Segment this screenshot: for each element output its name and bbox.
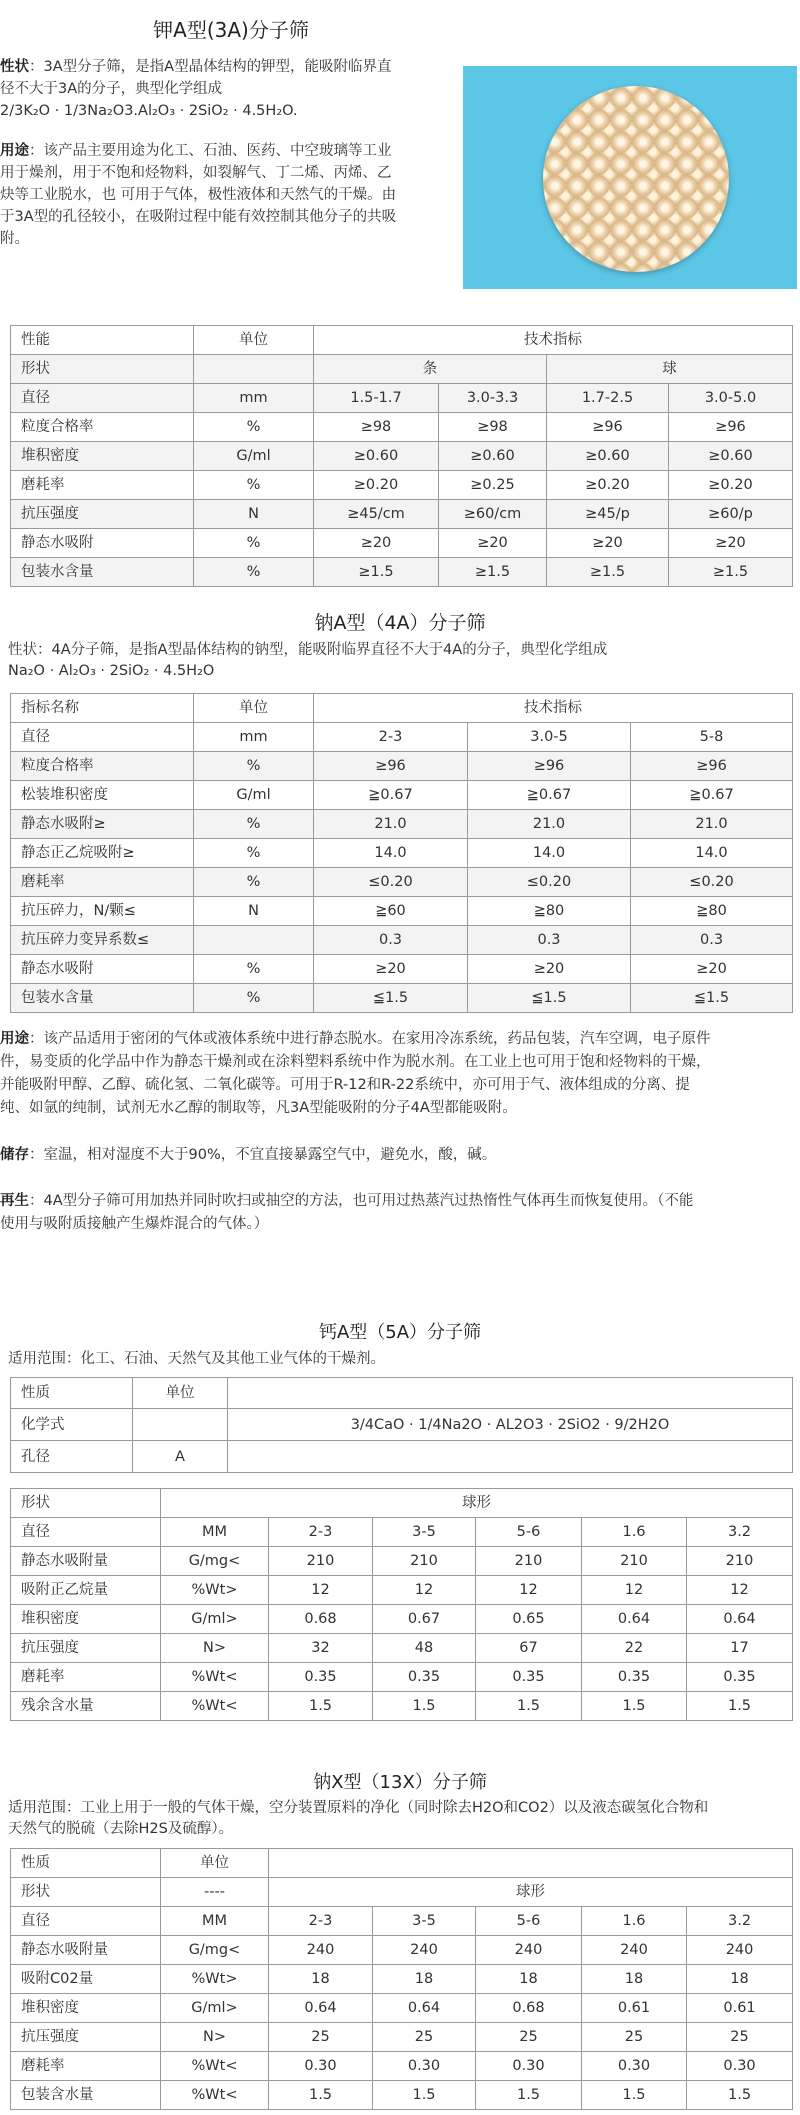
- table-cell: 0.35: [687, 1663, 793, 1692]
- scope-5a: 适用范围：化工、石油、天然气及其他工业气体的干燥剂。: [8, 1351, 385, 1367]
- table-cell: 25: [373, 2023, 476, 2052]
- table-cell: 1.5: [373, 2081, 476, 2110]
- table-cell: ≥98: [439, 413, 547, 442]
- table-cell: 直径: [11, 723, 194, 752]
- table-cell: ≥96: [468, 752, 631, 781]
- table-cell: 1.5: [269, 2081, 373, 2110]
- table-cell: ≥96: [631, 752, 793, 781]
- table-row: 孔径 A: [11, 1441, 793, 1473]
- table-row: [11, 1994, 793, 2023]
- table-cell: 14.0: [631, 839, 793, 868]
- table-row: [11, 868, 793, 897]
- table-cell: 1.5: [582, 2081, 687, 2110]
- table-cell: 磨耗率: [11, 2052, 161, 2081]
- table-cell: 静态水吸附: [11, 955, 194, 984]
- table-cell: 210: [687, 1547, 793, 1576]
- props-4a: 性状：4A分子筛，是指A型晶体结构的钠型，能吸附临界直径不大于4A的分子，典型化学组成 Na₂O · Al₂O₃ · 2SiO₂ · 4.5H₂O: [8, 642, 608, 679]
- table-cell: %: [194, 558, 314, 587]
- table-cell: 240: [476, 1936, 582, 1965]
- table-cell: 抗压碎力，N/颗≤: [11, 897, 194, 926]
- table-cell: G/ml: [194, 781, 314, 810]
- product-photo: [463, 66, 797, 289]
- table-cell: 18: [373, 1965, 476, 1994]
- table-cell: ≤0.20: [468, 868, 631, 897]
- table-cell: 3.2: [687, 1518, 793, 1547]
- table-cell: 1.5: [373, 1692, 476, 1721]
- table-cell: 0.67: [373, 1605, 476, 1634]
- table-cell: 0.64: [582, 1605, 687, 1634]
- table-cell: 0.3: [631, 926, 793, 955]
- table-cell: 抗压碎力变异系数≤: [11, 926, 194, 955]
- table-13x: [10, 1848, 793, 2110]
- table-cell: 1.7-2.5: [547, 384, 669, 413]
- table-cell: 0.30: [687, 2052, 793, 2081]
- table-cell: 12: [582, 1576, 687, 1605]
- table-row: [11, 752, 793, 781]
- table-row: [11, 810, 793, 839]
- table-row: [11, 1965, 793, 1994]
- table-cell: %: [194, 529, 314, 558]
- table-cell: ≥20: [631, 955, 793, 984]
- table-cell: 210: [373, 1547, 476, 1576]
- table-cell: 静态正乙烷吸附≥: [11, 839, 194, 868]
- table-cell: ≥1.5: [669, 558, 793, 587]
- table-13x-body: [11, 1907, 793, 2110]
- table-cell: %: [194, 955, 314, 984]
- table-cell: 0.64: [687, 1605, 793, 1634]
- table-cell: G/mg<: [161, 1547, 269, 1576]
- table-header: 性能 单位 技术指标: [11, 326, 793, 355]
- table-cell: 直径: [11, 384, 194, 413]
- table-row: 化学式 3/4CaO · 1/4Na2O · AL2O3 · 2SiO2 · 9/2H2O: [11, 1409, 793, 1441]
- table-cell: ≥0.60: [547, 442, 669, 471]
- table-cell: %Wt<: [161, 2081, 269, 2110]
- table-cell: %: [194, 471, 314, 500]
- table-5a-body: [11, 1518, 793, 1721]
- table-header: 性质 单位: [11, 1849, 793, 1878]
- table-cell: 25: [476, 2023, 582, 2052]
- table-cell: N>: [161, 1634, 269, 1663]
- table-cell: ≦1.5: [314, 984, 468, 1013]
- table-cell: 直径: [11, 1518, 161, 1547]
- table-cell: 堆积密度: [11, 442, 194, 471]
- table-4a-body: [11, 723, 793, 1013]
- table-cell: 25: [269, 2023, 373, 2052]
- table-cell: N: [194, 500, 314, 529]
- table-cell: 240: [687, 1936, 793, 1965]
- table-cell: 2-3: [314, 723, 468, 752]
- table-subheader: 形状 条 球: [11, 355, 793, 384]
- table-cell: ≥45/p: [547, 500, 669, 529]
- table-cell: ≥60/cm: [439, 500, 547, 529]
- table-3a: [10, 325, 793, 587]
- table-row: [11, 558, 793, 587]
- table-cell: 1.6: [582, 1518, 687, 1547]
- table-cell: 5-8: [631, 723, 793, 752]
- table-row: [11, 529, 793, 558]
- table-cell: %: [194, 752, 314, 781]
- scope-13x: 适用范围：工业上用于一般的气体干燥，空分装置原料的净化（同时除去H2O和CO2）以及液态碳氢化合物和 天然气的脱硫（去除H2S及硫醇）。: [8, 1800, 709, 1837]
- title-4a: 钠A型（4A）分子筛: [314, 612, 486, 634]
- table-cell: %: [194, 868, 314, 897]
- table-cell: 1.6: [582, 1907, 687, 1936]
- title-13x: 钠X型（13X）分子筛: [313, 1772, 487, 1793]
- table-row: [11, 500, 793, 529]
- table-cell: 0.3: [314, 926, 468, 955]
- table-header: 性质 单位: [11, 1378, 793, 1409]
- table-cell: 静态水吸附: [11, 529, 194, 558]
- title-3a: 钾A型(3A)分子筛: [153, 18, 309, 42]
- table-cell: 松装堆积密度: [11, 781, 194, 810]
- table-cell: ≧0.67: [314, 781, 468, 810]
- table-cell: 3-5: [373, 1907, 476, 1936]
- table-cell: ≧60: [314, 897, 468, 926]
- table-cell: 67: [476, 1634, 582, 1663]
- table-cell: 210: [476, 1547, 582, 1576]
- table-cell: MM: [161, 1518, 269, 1547]
- table-cell: 静态水吸附≥: [11, 810, 194, 839]
- table-cell: %Wt<: [161, 2052, 269, 2081]
- table-cell: 3.0-5.0: [669, 384, 793, 413]
- table-cell: 21.0: [631, 810, 793, 839]
- table-cell: ≤0.20: [314, 868, 468, 897]
- table-cell: 1.5: [269, 1692, 373, 1721]
- table-row: [11, 413, 793, 442]
- usage-3a: 用途：该产品主要用途为化工、石油、医药、中空玻璃等工业 用于燥剂，用于不饱和烃物料，如裂解气、丁二烯、丙烯、乙 炔等工业脱水，也 可用于气体，极性液体和天然气的干燥。由 于3A型的孔径较小，在吸附过程中能有效控制其他分子的共吸 附。: [0, 143, 397, 247]
- table-cell: 1.5: [687, 2081, 793, 2110]
- table-row: [11, 384, 793, 413]
- desc-3a: [0, 56, 460, 250]
- table-cell: 0.35: [476, 1663, 582, 1692]
- table-5a-top: [10, 1377, 793, 1473]
- table-cell: ≥0.60: [439, 442, 547, 471]
- table-4a: [10, 693, 793, 1013]
- table-cell: 48: [373, 1634, 476, 1663]
- table-cell: 0.30: [269, 2052, 373, 2081]
- table-cell: 32: [269, 1634, 373, 1663]
- table-row: [11, 2052, 793, 2081]
- table-cell: ≥1.5: [439, 558, 547, 587]
- table-cell: [194, 926, 314, 955]
- usage-label: 用途: [0, 143, 29, 159]
- regen-4a: 再生：4A型分子筛可用加热并同时吹扫或抽空的方法，也可用过热蒸汽过热惰性气体再生而恢复使用。（不能 使用与吸附质接触产生爆炸混合的气体。）: [0, 1193, 694, 1232]
- table-cell: 1.5: [476, 1692, 582, 1721]
- table-cell: ≥60/p: [669, 500, 793, 529]
- storage-4a: 储存：室温，相对湿度不大于90%，不宜直接暴露空气中，避免水，酸，碱。: [0, 1147, 497, 1163]
- table-cell: 0.35: [373, 1663, 476, 1692]
- table-cell: %Wt>: [161, 1965, 269, 1994]
- table-cell: %: [194, 810, 314, 839]
- table-row: [11, 2023, 793, 2052]
- table-cell: MM: [161, 1907, 269, 1936]
- table-cell: ≥0.60: [669, 442, 793, 471]
- table-cell: 抗压强度: [11, 2023, 161, 2052]
- table-row: [11, 723, 793, 752]
- table-row: [11, 1576, 793, 1605]
- table-row: [11, 1547, 793, 1576]
- table-cell: 1.5: [476, 2081, 582, 2110]
- table-cell: ≧80: [468, 897, 631, 926]
- table-cell: 直径: [11, 1907, 161, 1936]
- table-row: [11, 442, 793, 471]
- table-header: 形状 球形: [11, 1489, 793, 1518]
- table-cell: ≤0.20: [631, 868, 793, 897]
- table-cell: 磨耗率: [11, 1663, 161, 1692]
- table-row: [11, 1634, 793, 1663]
- table-cell: ≥0.20: [314, 471, 439, 500]
- table-cell: 0.35: [582, 1663, 687, 1692]
- table-cell: %Wt<: [161, 1663, 269, 1692]
- table-cell: 堆积密度: [11, 1994, 161, 2023]
- table-cell: 0.65: [476, 1605, 582, 1634]
- table-cell: 0.3: [468, 926, 631, 955]
- table-cell: 抗压强度: [11, 1634, 161, 1663]
- table-cell: ≥98: [314, 413, 439, 442]
- table-cell: 25: [687, 2023, 793, 2052]
- table-row: [11, 926, 793, 955]
- table-cell: 2-3: [269, 1518, 373, 1547]
- table-header: 指标名称 单位 技术指标: [11, 694, 793, 723]
- usage-4a: 用途：该产品适用于密闭的气体或液体系统中进行静态脱水。在家用冷冻系统，药品包装，汽车空调，电子原件 件，易变质的化学品中作为静态干燥剂或在涂料塑料系统中作为脱水剂。在工业上也可用于饱和烃物料的干燥， 并能吸附甲醇、乙醇、硫化氢、二氧化碳等。可用于R-12和R-22系统中，亦可用于气、液体组成的分离、提 纯、如氩的纯制，试剂无水乙醇的制取等，凡3A型能吸附的分子4A型都能吸附。 储存：室温，相对湿度不大于90%，不宜直接暴露空气中，避免水，酸，碱。 再生：4A型分子筛可用加热并同时吹扫或抽空的方法，也可用过热蒸汽过热惰性气体再生而恢复使用。（不能 使用与吸附质接触产生爆炸混合的气体。）: [0, 1028, 800, 1236]
- table-cell: 0.30: [373, 2052, 476, 2081]
- table-cell: ≥0.20: [547, 471, 669, 500]
- table-cell: ≥20: [468, 955, 631, 984]
- table-cell: 22: [582, 1634, 687, 1663]
- table-cell: ≥96: [314, 752, 468, 781]
- table-cell: 包装水含量: [11, 558, 194, 587]
- table-cell: 12: [373, 1576, 476, 1605]
- table-cell: ≧0.67: [631, 781, 793, 810]
- table-cell: 粒度合格率: [11, 413, 194, 442]
- table-cell: 吸附正乙烷量: [11, 1576, 161, 1605]
- table-cell: ≥1.5: [547, 558, 669, 587]
- table-row: [11, 1663, 793, 1692]
- table-cell: mm: [194, 723, 314, 752]
- table-cell: ≦1.5: [468, 984, 631, 1013]
- table-cell: ≥20: [547, 529, 669, 558]
- table-cell: 210: [269, 1547, 373, 1576]
- props-3a: 性状：3A型分子筛，是指A型晶体结构的钾型，能吸附临界直 径不大于3A的分子，典型化学组成 2/3K₂O · 1/3Na₂O3.Al₂O₃ · 2SiO₂ · 4.5H₂O.: [0, 59, 392, 119]
- table-row: [11, 984, 793, 1013]
- table-row: [11, 955, 793, 984]
- table-cell: N>: [161, 2023, 269, 2052]
- table-cell: 0.68: [476, 1994, 582, 2023]
- table-cell: ≦1.5: [631, 984, 793, 1013]
- table-row: [11, 1907, 793, 1936]
- table-cell: 0.30: [582, 2052, 687, 2081]
- table-cell: N: [194, 897, 314, 926]
- table-cell: 18: [582, 1965, 687, 1994]
- table-cell: 25: [582, 2023, 687, 2052]
- table-cell: 粒度合格率: [11, 752, 194, 781]
- table-cell: 14.0: [314, 839, 468, 868]
- table-cell: 18: [476, 1965, 582, 1994]
- table-cell: ≧0.67: [468, 781, 631, 810]
- table-cell: ≥0.60: [314, 442, 439, 471]
- table-row: [11, 839, 793, 868]
- table-row: [11, 781, 793, 810]
- table-row: [11, 471, 793, 500]
- table-cell: 210: [582, 1547, 687, 1576]
- title-5a: 钙A型（5A）分子筛: [318, 1322, 482, 1343]
- table-cell: 21.0: [468, 810, 631, 839]
- table-cell: 12: [269, 1576, 373, 1605]
- table-cell: G/ml>: [161, 1605, 269, 1634]
- table-cell: 包装含水量: [11, 2081, 161, 2110]
- table-cell: 17: [687, 1634, 793, 1663]
- table-cell: 18: [687, 1965, 793, 1994]
- table-cell: 0.35: [269, 1663, 373, 1692]
- table-cell: 12: [476, 1576, 582, 1605]
- table-cell: 3.2: [687, 1907, 793, 1936]
- table-cell: ≥20: [439, 529, 547, 558]
- table-row: [11, 1518, 793, 1547]
- table-cell: ≥20: [669, 529, 793, 558]
- table-cell: 3.0-3.3: [439, 384, 547, 413]
- table-row: [11, 897, 793, 926]
- table-cell: 残余含水量: [11, 1692, 161, 1721]
- table-cell: G/mg<: [161, 1936, 269, 1965]
- table-cell: 5-6: [476, 1518, 582, 1547]
- table-cell: ≥20: [314, 529, 439, 558]
- table-cell: G/ml: [194, 442, 314, 471]
- table-cell: 0.64: [269, 1994, 373, 2023]
- table-cell: 磨耗率: [11, 868, 194, 897]
- table-cell: %: [194, 413, 314, 442]
- table-cell: %: [194, 839, 314, 868]
- table-cell: 240: [582, 1936, 687, 1965]
- table-cell: ≥0.20: [669, 471, 793, 500]
- table-cell: 静态水吸附量: [11, 1547, 161, 1576]
- table-cell: 0.61: [582, 1994, 687, 2023]
- table-cell: 吸附C02量: [11, 1965, 161, 1994]
- table-cell: 1.5-1.7: [314, 384, 439, 413]
- table-cell: 2-3: [269, 1907, 373, 1936]
- molecular-sieve-beads-icon: [543, 86, 729, 272]
- table-cell: 磨耗率: [11, 471, 194, 500]
- table-cell: 240: [269, 1936, 373, 1965]
- table-cell: ≥20: [314, 955, 468, 984]
- table-cell: ≧80: [631, 897, 793, 926]
- table-cell: 240: [373, 1936, 476, 1965]
- table-cell: 堆积密度: [11, 1605, 161, 1634]
- table-row: [11, 1692, 793, 1721]
- table-cell: 0.30: [476, 2052, 582, 2081]
- table-cell: 5-6: [476, 1907, 582, 1936]
- table-cell: 静态水吸附量: [11, 1936, 161, 1965]
- table-cell: ≥1.5: [314, 558, 439, 587]
- table-cell: 0.68: [269, 1605, 373, 1634]
- table-cell: 1.5: [582, 1692, 687, 1721]
- table-cell: ≥96: [547, 413, 669, 442]
- table-cell: mm: [194, 384, 314, 413]
- table-cell: 0.61: [687, 1994, 793, 2023]
- table-3a-body: [11, 384, 793, 587]
- table-cell: %Wt<: [161, 1692, 269, 1721]
- table-cell: 0.64: [373, 1994, 476, 2023]
- table-cell: ≥0.25: [439, 471, 547, 500]
- table-cell: G/ml>: [161, 1994, 269, 2023]
- table-cell: ≥96: [669, 413, 793, 442]
- table-5a: [10, 1488, 793, 1721]
- table-cell: 1.5: [687, 1692, 793, 1721]
- table-cell: 3.0-5: [468, 723, 631, 752]
- table-cell: ≥45/cm: [314, 500, 439, 529]
- table-cell: 14.0: [468, 839, 631, 868]
- table-row: [11, 1605, 793, 1634]
- table-cell: 18: [269, 1965, 373, 1994]
- table-cell: 21.0: [314, 810, 468, 839]
- table-cell: 12: [687, 1576, 793, 1605]
- table-cell: 抗压强度: [11, 500, 194, 529]
- table-row: 形状 ---- 球形: [11, 1878, 793, 1907]
- table-row: [11, 1936, 793, 1965]
- props-label: 性状: [0, 59, 29, 75]
- table-cell: %: [194, 984, 314, 1013]
- table-cell: 3-5: [373, 1518, 476, 1547]
- table-cell: %Wt>: [161, 1576, 269, 1605]
- table-cell: 包装水含量: [11, 984, 194, 1013]
- table-row: [11, 2081, 793, 2110]
